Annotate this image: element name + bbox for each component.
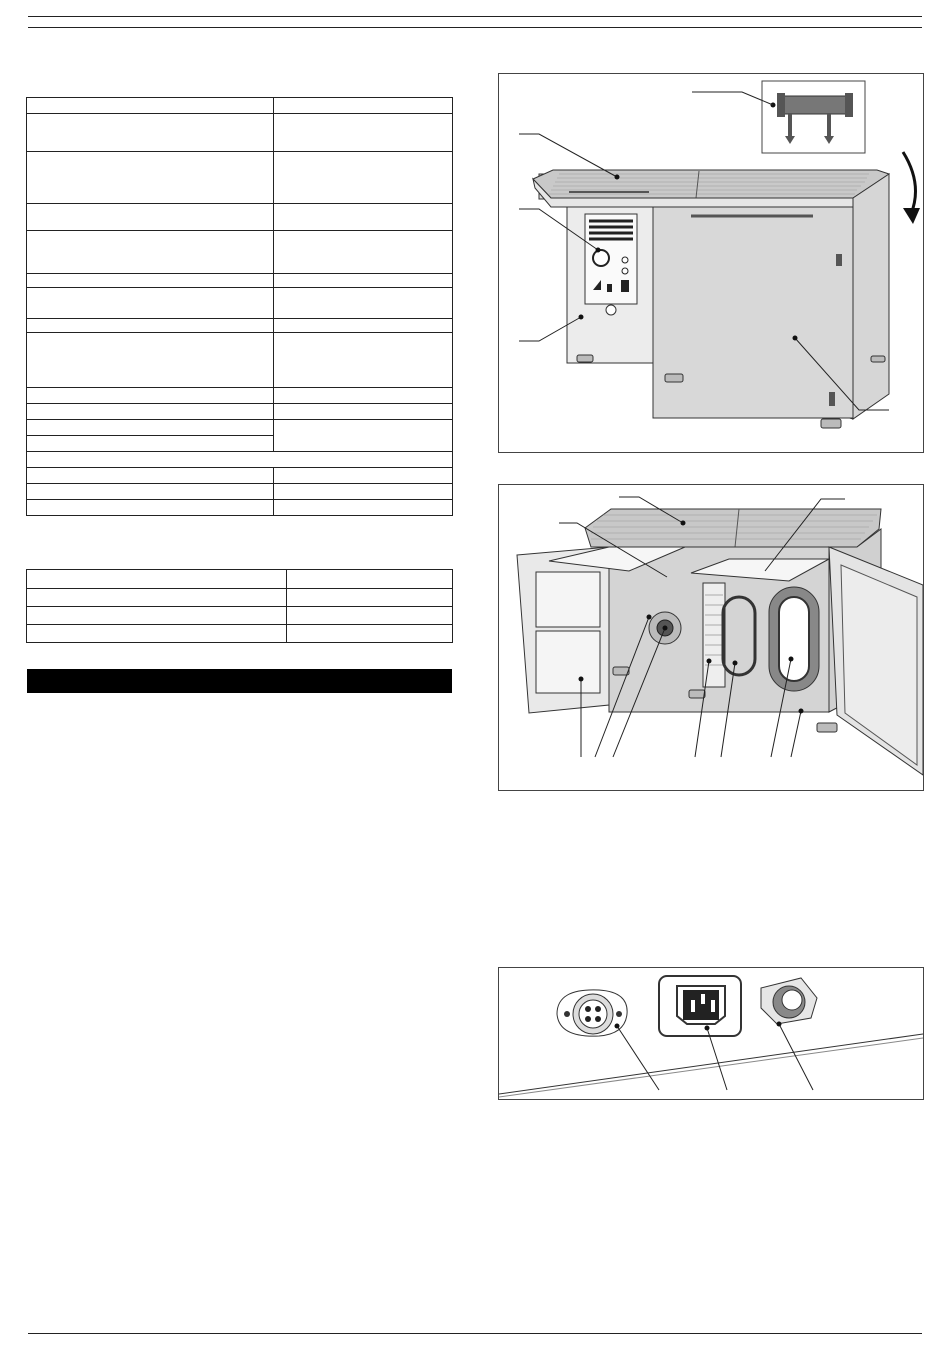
table-row	[27, 98, 453, 114]
figure-unit-open	[498, 484, 924, 791]
power-socket-icon	[659, 976, 741, 1036]
footer-rule	[28, 1333, 922, 1334]
unit-closed-drawing	[499, 74, 923, 452]
connectors-drawing	[499, 968, 923, 1099]
table-row	[27, 333, 453, 388]
technical-data-table	[26, 97, 453, 516]
table-row	[27, 319, 453, 333]
control-panel-icon	[585, 214, 637, 315]
rotation-arrow-icon	[903, 152, 916, 214]
unit-open-drawing	[499, 485, 923, 790]
table-row	[27, 570, 453, 589]
table-row	[27, 625, 453, 643]
header-rule-bottom	[28, 27, 922, 28]
table-row	[27, 274, 453, 288]
table-row	[27, 589, 453, 607]
table-row	[27, 388, 453, 404]
table-row	[27, 607, 453, 625]
header-rule-top	[28, 16, 922, 17]
table-row	[27, 500, 453, 516]
table-row	[27, 420, 453, 436]
table-row	[27, 468, 453, 484]
figure-connectors	[498, 967, 924, 1100]
table-row	[27, 114, 453, 152]
connector-icon	[557, 990, 627, 1036]
table-row	[27, 484, 453, 500]
table-row	[27, 452, 453, 468]
secondary-table	[26, 569, 453, 643]
table-row	[27, 404, 453, 420]
table-row	[27, 204, 453, 231]
figure-unit-closed	[498, 73, 924, 453]
hose-fitting-icon	[761, 978, 817, 1024]
section-heading-bar	[27, 669, 452, 693]
table-row	[27, 231, 453, 274]
table-row	[27, 288, 453, 319]
table-row	[27, 152, 453, 204]
heat-exchanger-icon	[762, 81, 865, 153]
